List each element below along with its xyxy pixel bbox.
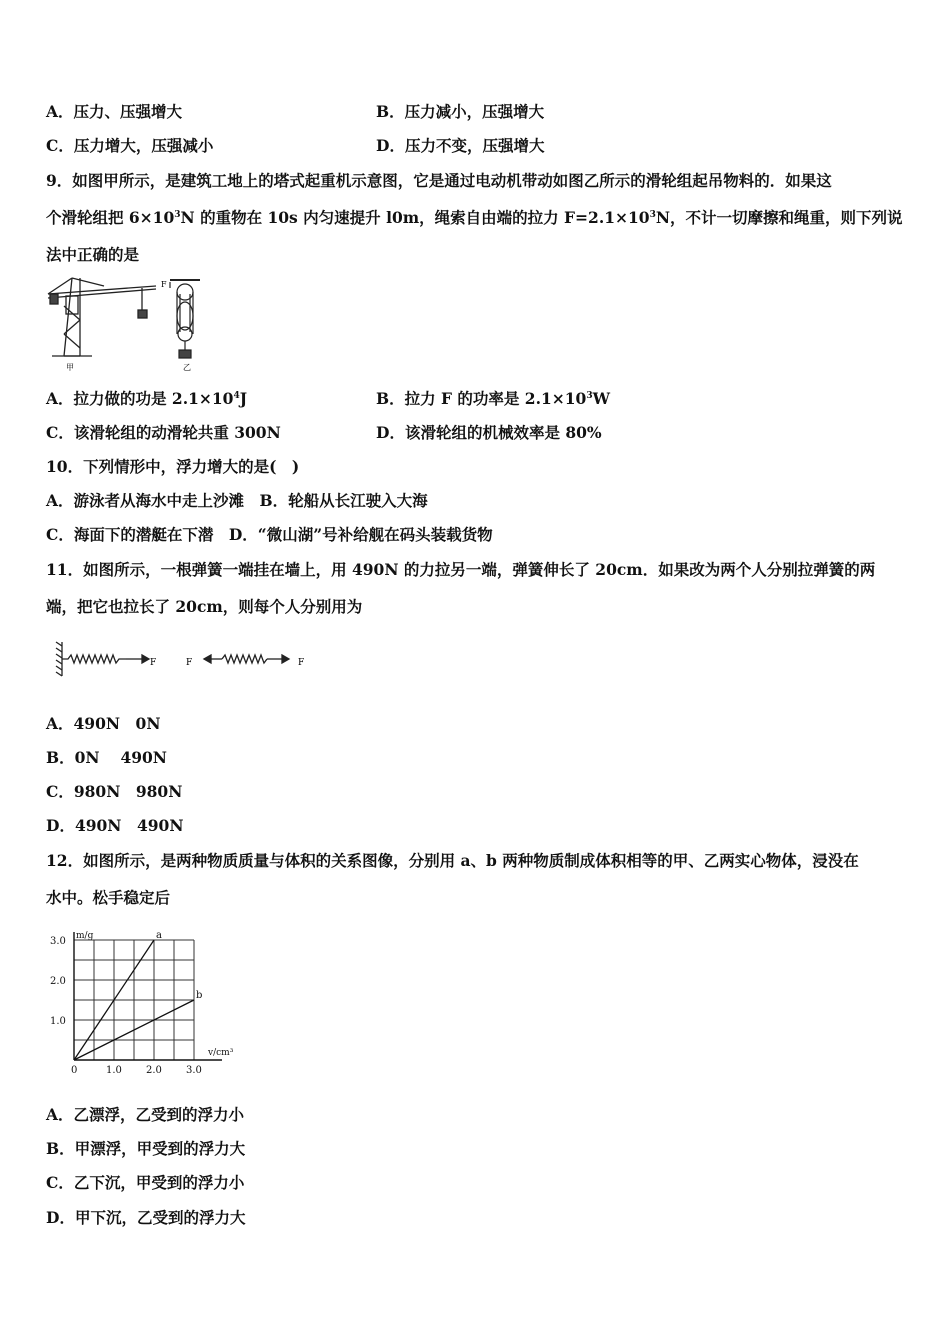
- spring1-force-label: F: [150, 658, 157, 668]
- spring2-left-force-label: F: [186, 658, 193, 668]
- two-person-spring-drawing: [204, 655, 289, 663]
- x-tick-label: 3.0: [186, 1065, 202, 1076]
- q9-option-c: C．该滑轮组的动滑轮共重 300N: [46, 423, 281, 442]
- q9-stem-line2: 个滑轮组把 $6\times 10^3N$ 的重物在 10s 内匀速提升 l0m，绳索自由端的拉力 $F=2.1\times 10^3N$，不计一切摩擦和绳重，则下列说: [46, 208, 903, 227]
- q9-option-d: D．该滑轮组的机械效率是 80%: [376, 423, 602, 442]
- q8-option-d: D．压力不变，压强增大: [376, 136, 545, 155]
- y-axis-label: m/g: [76, 931, 94, 941]
- q11-stem-line1: 11．如图所示，一根弹簧一端挂在墙上，用 490N 的力拉另一端，弹簧伸长了 20cm．如果改为两个人分别拉弹簧的两: [46, 560, 876, 579]
- q8-option-c: C．压力增大，压强减小: [46, 136, 214, 155]
- q9-option-a: A．拉力做的功是 $2.1\times 10^4J$: [46, 389, 248, 408]
- tower-crane-drawing: [48, 278, 156, 356]
- q11-option-b: B．0N 490N: [46, 748, 167, 767]
- q12-stem-line1: 12．如图所示，是两种物质质量与体积的关系图像，分别用 a、b 两种物质制成体积相等的甲、乙两实心物体，浸没在: [46, 851, 859, 870]
- x-tick-label: 1.0: [106, 1065, 122, 1076]
- q11-option-d: D．490N 490N: [46, 816, 184, 835]
- q9-option-b: B．拉力 F 的功率是 $2.1\times 10^3W$: [376, 389, 611, 408]
- pulley-force-label: F: [161, 280, 167, 289]
- q12-stem-line2: 水中。松手稳定后: [46, 888, 171, 907]
- wall-spring-drawing: [56, 642, 149, 676]
- crane-label-jia: 甲: [66, 363, 74, 372]
- series-label-a: a: [156, 930, 162, 941]
- x-tick-label: 2.0: [146, 1065, 162, 1076]
- pulley-label-yi: 乙: [183, 363, 191, 372]
- q11-option-c: C．980N 980N: [46, 782, 183, 801]
- q11-spring-figure: [52, 640, 314, 680]
- series-label-b: b: [196, 990, 203, 1001]
- q12-option-c: C．乙下沉，甲受到的浮力小: [46, 1173, 245, 1192]
- q12-mass-volume-chart: [48, 924, 248, 1080]
- q10-options-cd: C．海面下的潜艇在下潜 D．“微山湖”号补给舰在码头装载货物: [46, 525, 493, 544]
- x-axis-label: v/cm³: [208, 1048, 234, 1058]
- q10-stem: 10．下列情形中，浮力增大的是( ): [46, 457, 300, 476]
- y-tick-label: 2.0: [50, 976, 66, 987]
- y-tick-label: 3.0: [50, 936, 66, 947]
- y-tick-label: 1.0: [50, 1016, 66, 1027]
- pulley-block-drawing: [170, 280, 200, 358]
- q11-option-a: A．490N 0N: [46, 714, 161, 733]
- q9-stem-line3: 法中正确的是: [46, 245, 140, 264]
- q9-stem-line1: 9．如图甲所示，是建筑工地上的塔式起重机示意图，它是通过电动机带动如图乙所示的滑轮组起吊物料的．如果这: [46, 171, 832, 190]
- q9-crane-figure: [44, 276, 219, 374]
- q12-option-a: A．乙漂浮，乙受到的浮力小: [46, 1105, 245, 1124]
- q10-options-ab: A．游泳者从海水中走上沙滩 B．轮船从长江驶入大海: [46, 491, 428, 510]
- q12-option-d: D．甲下沉，乙受到的浮力大: [46, 1208, 246, 1227]
- spring2-right-force-label: F: [298, 658, 305, 668]
- q8-option-b: B．压力减小，压强增大: [376, 102, 545, 121]
- q12-option-b: B．甲漂浮，甲受到的浮力大: [46, 1139, 246, 1158]
- q11-stem-line2: 端，把它也拉长了 20cm，则每个人分别用为: [46, 597, 363, 616]
- q8-option-a: A．压力、压强增大: [46, 102, 183, 121]
- x-tick-label: 0: [71, 1065, 78, 1076]
